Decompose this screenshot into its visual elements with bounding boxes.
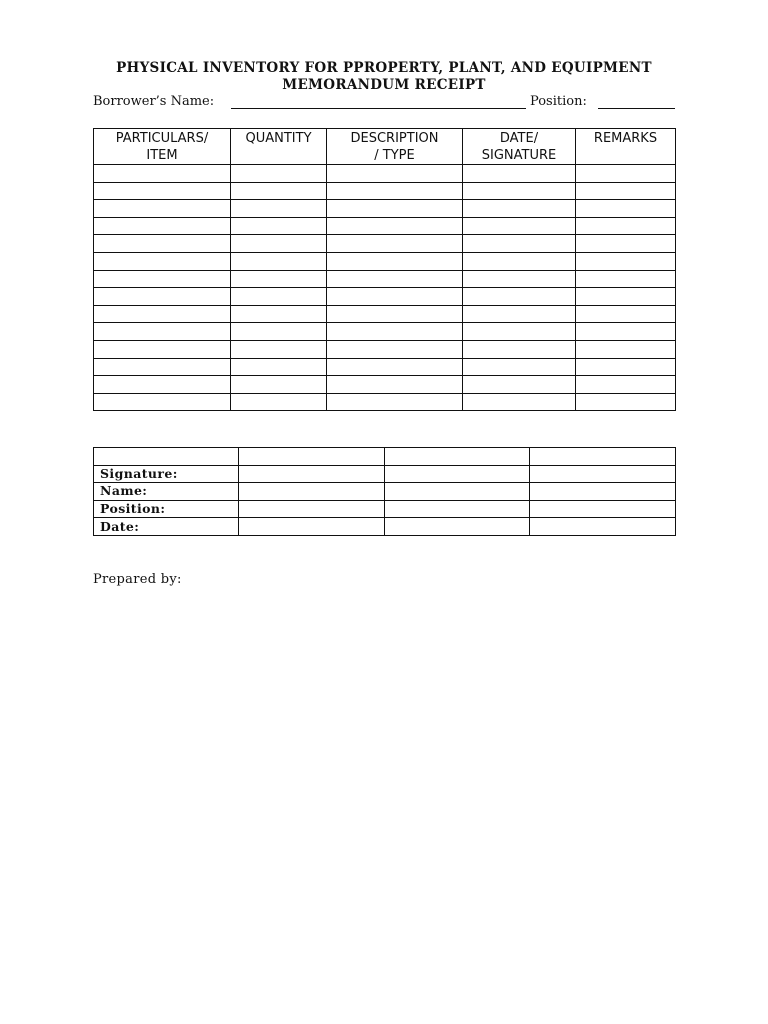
item-cell[interactable] [576, 165, 676, 183]
position-label: Position: [530, 94, 587, 109]
item-cell[interactable] [94, 235, 231, 253]
header-line: QUANTITY [245, 131, 312, 146]
item-cell[interactable] [231, 252, 327, 270]
item-cell[interactable] [463, 270, 576, 288]
item-cell[interactable] [231, 305, 327, 323]
table-row [94, 252, 676, 270]
item-cell[interactable] [231, 165, 327, 183]
item-cell[interactable] [94, 217, 231, 235]
item-cell[interactable] [576, 305, 676, 323]
signature-cell[interactable] [239, 448, 385, 466]
signature-row-label: Position: [94, 500, 239, 518]
column-header-description [327, 129, 463, 165]
header-line: PARTICULARS/ [115, 131, 209, 146]
item-cell[interactable] [463, 252, 576, 270]
item-cell[interactable] [327, 165, 463, 183]
items-header-row [94, 129, 676, 165]
table-row [94, 217, 676, 235]
item-cell[interactable] [327, 340, 463, 358]
signature-row [94, 518, 676, 536]
item-cell[interactable] [576, 323, 676, 341]
table-row [94, 200, 676, 218]
item-cell[interactable] [94, 270, 231, 288]
item-cell[interactable] [576, 252, 676, 270]
item-cell[interactable] [327, 323, 463, 341]
signature-row [94, 448, 676, 466]
table-row [94, 305, 676, 323]
item-cell[interactable] [576, 270, 676, 288]
table-row [94, 288, 676, 306]
table-row [94, 340, 676, 358]
position-field[interactable] [598, 108, 675, 109]
item-cell[interactable] [327, 270, 463, 288]
item-cell[interactable] [576, 393, 676, 411]
table-row [94, 165, 676, 183]
table-row [94, 323, 676, 341]
item-cell[interactable] [576, 288, 676, 306]
signature-cell[interactable] [385, 518, 530, 536]
signature-cell[interactable] [530, 518, 676, 536]
form-title: PHYSICAL INVENTORY FOR PPROPERTY, PLANT, AND EQUIPMENT [116, 60, 652, 76]
table-row [94, 235, 676, 253]
borrower-info-line [93, 94, 675, 112]
item-cell[interactable] [327, 217, 463, 235]
signature-cell[interactable] [239, 483, 385, 501]
signature-row-label: Name: [94, 483, 239, 501]
item-cell[interactable] [463, 358, 576, 376]
item-cell[interactable] [327, 182, 463, 200]
signature-cell[interactable] [530, 448, 676, 466]
item-cell[interactable] [327, 288, 463, 306]
item-cell[interactable] [576, 235, 676, 253]
item-cell[interactable] [231, 217, 327, 235]
item-cell[interactable] [576, 200, 676, 218]
column-header-quantity [231, 129, 327, 165]
signature-row [94, 465, 676, 483]
item-cell[interactable] [463, 288, 576, 306]
item-cell[interactable] [231, 235, 327, 253]
item-cell[interactable] [231, 340, 327, 358]
prepared-by-label: Prepared by: [93, 572, 182, 587]
item-cell[interactable] [327, 358, 463, 376]
item-cell[interactable] [94, 252, 231, 270]
table-row [94, 270, 676, 288]
item-cell[interactable] [231, 200, 327, 218]
signature-row-label: Signature: [94, 465, 239, 483]
item-cell[interactable] [463, 200, 576, 218]
item-cell[interactable] [231, 288, 327, 306]
header-line: DATE/ [499, 131, 539, 146]
header-line: REMARKS [593, 131, 658, 146]
signature-table-body [94, 448, 676, 536]
signature-cell[interactable] [530, 465, 676, 483]
item-cell[interactable] [576, 340, 676, 358]
item-cell[interactable] [94, 182, 231, 200]
signature-row [94, 483, 676, 501]
item-cell[interactable] [94, 340, 231, 358]
table-row [94, 182, 676, 200]
item-cell[interactable] [463, 182, 576, 200]
item-cell[interactable] [231, 323, 327, 341]
borrower-name-label: Borrower’s Name: [93, 94, 215, 109]
item-cell[interactable] [327, 393, 463, 411]
item-cell[interactable] [463, 340, 576, 358]
header-line: ITEM [146, 148, 178, 163]
item-cell[interactable] [94, 393, 231, 411]
table-row [94, 393, 676, 411]
item-cell[interactable] [327, 235, 463, 253]
item-cell[interactable] [94, 323, 231, 341]
item-cell[interactable] [576, 376, 676, 394]
signature-cell[interactable] [385, 448, 530, 466]
item-cell[interactable] [327, 305, 463, 323]
column-header-date-signature [463, 129, 576, 165]
signature-cell[interactable] [239, 518, 385, 536]
item-cell[interactable] [94, 288, 231, 306]
item-cell[interactable] [231, 393, 327, 411]
item-cell[interactable] [231, 358, 327, 376]
item-cell[interactable] [463, 305, 576, 323]
item-cell[interactable] [94, 358, 231, 376]
header-line: DESCRIPTION [350, 131, 439, 146]
form-subtitle: MEMORANDUM RECEIPT [282, 77, 486, 93]
signature-cell[interactable] [239, 465, 385, 483]
item-cell[interactable] [327, 376, 463, 394]
table-row [94, 376, 676, 394]
item-cell[interactable] [327, 200, 463, 218]
item-cell[interactable] [94, 376, 231, 394]
signature-table [93, 447, 676, 536]
item-cell[interactable] [463, 323, 576, 341]
item-cell[interactable] [94, 200, 231, 218]
signature-row [94, 500, 676, 518]
header-line: SIGNATURE [481, 148, 557, 163]
borrower-name-field[interactable] [231, 108, 526, 109]
header-line: / TYPE [374, 148, 415, 163]
column-header-particulars [94, 129, 231, 165]
item-cell[interactable] [94, 165, 231, 183]
item-cell[interactable] [231, 270, 327, 288]
item-cell[interactable] [231, 182, 327, 200]
column-header-remarks [576, 129, 676, 165]
item-cell[interactable] [463, 165, 576, 183]
item-cell[interactable] [576, 217, 676, 235]
item-cell[interactable] [576, 358, 676, 376]
items-table-body [94, 165, 676, 411]
signature-cell[interactable] [530, 500, 676, 518]
item-cell[interactable] [463, 376, 576, 394]
signature-row-label: Date: [94, 518, 239, 536]
signature-cell[interactable] [385, 483, 530, 501]
signature-cell[interactable] [239, 500, 385, 518]
signature-row-label [94, 448, 239, 466]
item-cell[interactable] [94, 305, 231, 323]
item-cell[interactable] [576, 182, 676, 200]
signature-cell[interactable] [530, 483, 676, 501]
item-cell[interactable] [231, 376, 327, 394]
item-cell[interactable] [463, 217, 576, 235]
item-cell[interactable] [463, 393, 576, 411]
table-row [94, 358, 676, 376]
item-cell[interactable] [463, 235, 576, 253]
signature-cell[interactable] [385, 465, 530, 483]
signature-cell[interactable] [385, 500, 530, 518]
item-cell[interactable] [327, 252, 463, 270]
inventory-items-table [93, 128, 676, 411]
